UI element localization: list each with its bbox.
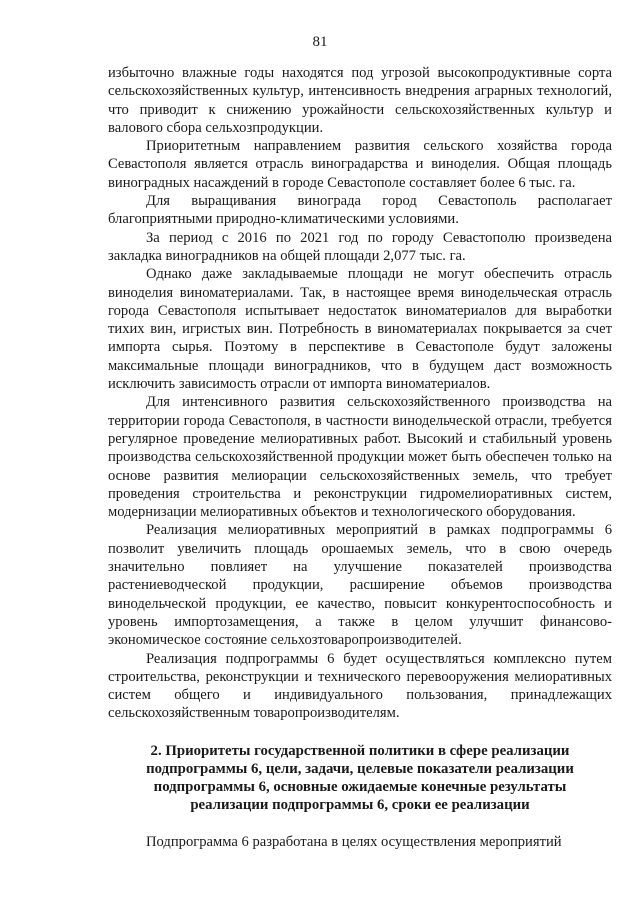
paragraph-reclamation-effects: Реализация мелиоративных мероприятий в рамках подпрограммы 6 позволит увеличить площадь орошаемых земель, что в свою очередь значительно повлияет на улучшение показателей производства растениеводческой продукции, расширение объемов производства винодельческой продукции, ее качество, повысит конкурентоспособность и уровень импортозамещения, а также в целом улучшит финансово-экономическое состояние сельхозтоваропроизводителей. [108,522,612,649]
paragraph-vineyard-planting: За период с 2016 по 2021 год по городу Севастополю произведена закладка виноградников на общей площади 2,077 тыс. га. [108,229,612,264]
paragraph-land-reclamation-need: Для интенсивного развития сельскохозяйственного производства на территории города Севастополя, в частности винодельческой отрасли, требуется регулярное проведение мелиоративных работ. Высокий и стабильный уровень производства сельскохозяйственной продукции может быть обеспечен только на основе развития мелиорации сельскохозяйственных земель, что требует проведения строительства и реконструкции гидромелиоративных систем, модернизации мелиоративных объектов и технологического оборудования. [108,394,612,521]
section-heading-line: 2. Приоритеты государственной политики в сфере реализации [150,742,570,759]
paragraph-climate-conditions: Для выращивания винограда город Севастополь располагает благоприятными природно-климатическими условиями. [108,193,612,228]
section-heading-line: подпрограммы 6, цели, задачи, целевые показатели реализации [146,760,574,777]
paragraph-section-intro: Подпрограмма 6 разработана в целях осуществления мероприятий [146,833,562,850]
paragraph-wine-materials-shortage: Однако даже закладываемые площади не могут обеспечить отрасль виноделия виноматериалами. Так, в настоящее время винодельческая отрасль города Севастополя испытывает недостаток виноматериалов для выработки тихих вин, игристых вин. Потребность в виноматериалах покрывается за счет импорта сырья. Поэтому в перспективе в Севастополе будут заложены максимальные площади виноградников, что в будущем даст возможность исключить зависимость отрасли от импорта виноматериалов. [108,266,612,393]
section-heading [108,742,612,814]
paragraph-viticulture-priority: Приоритетным направлением развития сельского хозяйства города Севастополя является отрасль виноградарства и виноделия. Общая площадь виноградных насаждений в городе Севастополе составляет более 6 тыс. га. [108,138,612,191]
section-heading-line: подпрограммы 6, основные ожидаемые конечные результаты [153,778,567,795]
paragraph-continuation: избыточно влажные годы находятся под угрозой высокопродуктивные сорта сельскохозяйственных культур, интенсивность внедрения аграрных технологий, что приводит к снижению урожайности сельскохозяйственных культур и валового сбора сельхозпродукции. [108,65,612,136]
document-body [108,64,612,851]
paragraph-implementation-approach: Реализация подпрограммы 6 будет осуществляться комплексно путем строительства, реконструкции и технического перевооружения мелиоративных систем общего и индивидуального пользования, принадлежащих сельскохозяйственным товаропроизводителям. [108,650,612,722]
section-heading-line: реализации подпрограммы 6, сроки ее реализации [190,796,530,813]
page-number: 81 [312,34,328,50]
